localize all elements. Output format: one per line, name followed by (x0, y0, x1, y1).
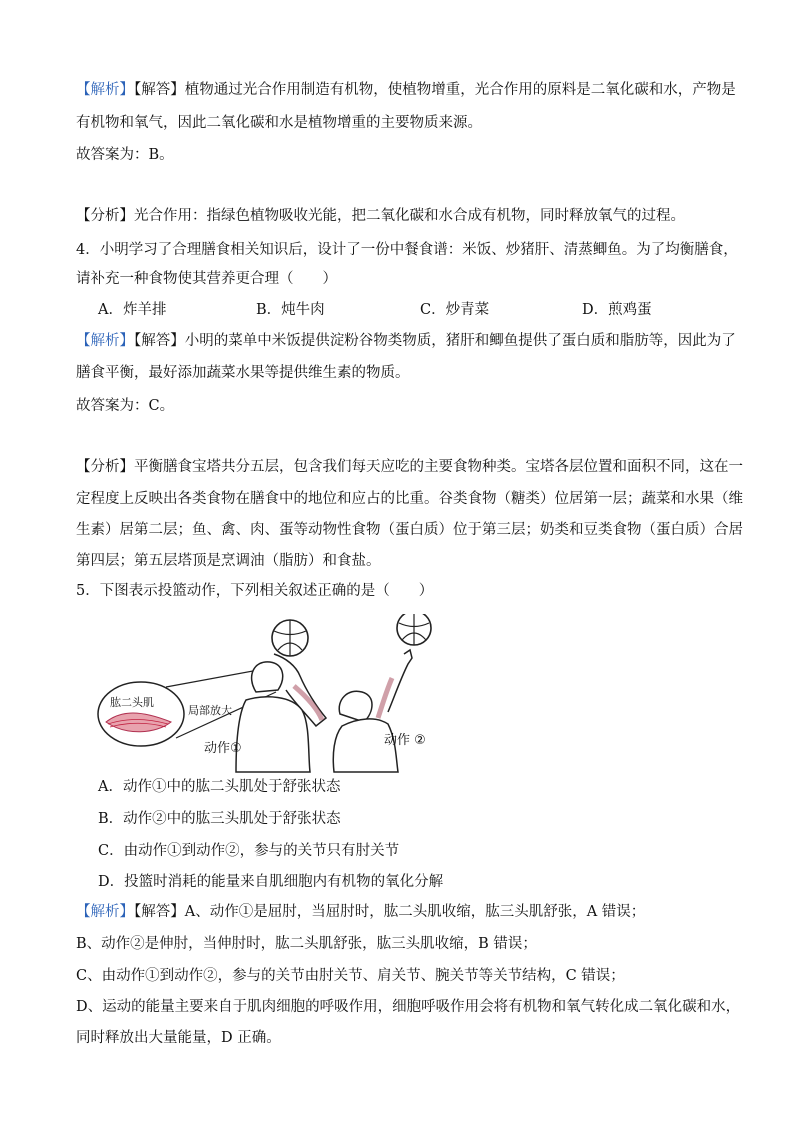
q5-analysis-line-3: C、由动作①到动作②，参与的关节由肘关节、肩关节、腕关节等关节结构，C 错误； (76, 968, 625, 984)
q4-option-b: B．炖牛肉 (256, 302, 325, 318)
q4-analysis-line-1: 【解析】【解答】小明的菜单中米饭提供淀粉谷物类物质，猪肝和鲫鱼提供了蛋白质和脂肪等，因此为了 (76, 333, 736, 349)
q3-fenxi: 【分析】光合作用：指绿色植物吸收光能，把二氧化碳和水合成有机物，同时释放氧气的过程。 (76, 208, 685, 224)
q5-analysis-line-5: 同时释放出大量能量，D 正确。 (76, 1030, 281, 1046)
q4-analysis-line-2: 膳食平衡，最好添加蔬菜水果等提供维生素的物质。 (76, 365, 410, 381)
q4-fenxi-line-4: 第四层；第五层塔顶是烹调油（脂肪）和食盐。 (76, 553, 381, 569)
q3-answer: 故答案为：B。 (76, 147, 174, 163)
q5-analysis-line-1: 【解析】【解答】A、动作①是屈肘，当屈肘时，肱二头肌收缩，肱三头肌舒张，A 错误； (76, 904, 646, 920)
q4-options (98, 300, 738, 320)
q5-option-c: C．由动作①到动作②，参与的关节只有肘关节 (98, 843, 400, 859)
q4-option-d: D．煎鸡蛋 (582, 302, 652, 318)
player-2-head (339, 691, 372, 722)
fenxi-tag: 【分析】 (76, 459, 134, 475)
label-biceps: 肱二头肌 (110, 696, 154, 709)
q3-analysis-line-2: 有机物和氧气，因此二氧化碳和水是植物增重的主要物质来源。 (76, 115, 482, 131)
basketball-shooting-figure (96, 614, 446, 774)
fenxi-tag: 【分析】 (76, 208, 134, 224)
q4-option-a: A．炸羊排 (98, 302, 167, 318)
q5-option-b: B．动作②中的肱三头肌处于舒张状态 (98, 811, 341, 827)
player-1-head (252, 662, 283, 692)
q4-stem-line-1: 4．小明学习了合理膳食相关知识后，设计了一份中餐食谱：米饭、炒猪肝、清蒸鲫鱼。为了均衡膳食， (76, 242, 738, 258)
jiexi-tag: 【解析】 (76, 333, 134, 349)
q5-stem: 5．下图表示投篮动作，下列相关叙述正确的是（ ） (76, 583, 434, 599)
label-action-1: 动作① (204, 741, 242, 756)
player-1-body (236, 697, 310, 772)
zoom-line-top (166, 669, 264, 687)
q5-analysis-line-4: D、运动的能量主要来自于肌肉细胞的呼吸作用，细胞呼吸作用会将有机物和氧气转化成二氧化碳和水， (76, 999, 741, 1015)
label-action-2: 动作 ② (384, 733, 426, 748)
jieda-tag: 【解答】 (134, 333, 185, 349)
jiexi-tag: 【解析】 (76, 904, 134, 920)
q4-answer: 故答案为：C。 (76, 398, 175, 414)
q4-option-c: C．炒青菜 (420, 302, 490, 318)
label-zoom: 局部放大 (188, 704, 232, 717)
figure-svg (96, 614, 446, 774)
jieda-tag: 【解答】 (134, 82, 185, 98)
jiexi-tag: 【解析】 (76, 82, 134, 98)
q4-fenxi-line-2: 定程度上反映出各类食物在膳食中的地位和应占的比重。谷类食物（糖类）位居第一层；蔬菜和水果（维 (76, 491, 743, 507)
q4-fenxi-line-3: 生素）居第二层；鱼、禽、肉、蛋等动物性食物（蛋白质）位于第三层；奶类和豆类食物（蛋白质）合居 (76, 522, 743, 538)
q4-stem-line-2: 请补充一种食物使其营养更合理（ ） (76, 271, 337, 287)
q5-option-a: A．动作①中的肱二头肌处于舒张状态 (98, 779, 341, 795)
q5-option-d: D．投篮时消耗的能量来自肌细胞内有机物的氧化分解 (98, 874, 444, 890)
q4-fenxi-line-1: 【分析】平衡膳食宝塔共分五层，包含我们每天应吃的主要食物种类。宝塔各层位置和面积不同，这在一 (76, 459, 743, 475)
q5-analysis-line-2: B、动作②是伸肘，当伸肘时，肱二头肌舒张，肱三头肌收缩，B 错误； (76, 936, 537, 952)
jieda-tag: 【解答】 (134, 904, 185, 920)
q3-analysis-line-1: 【解析】【解答】植物通过光合作用制造有机物，使植物增重，光合作用的原料是二氧化碳和水，产物是 (76, 82, 736, 98)
